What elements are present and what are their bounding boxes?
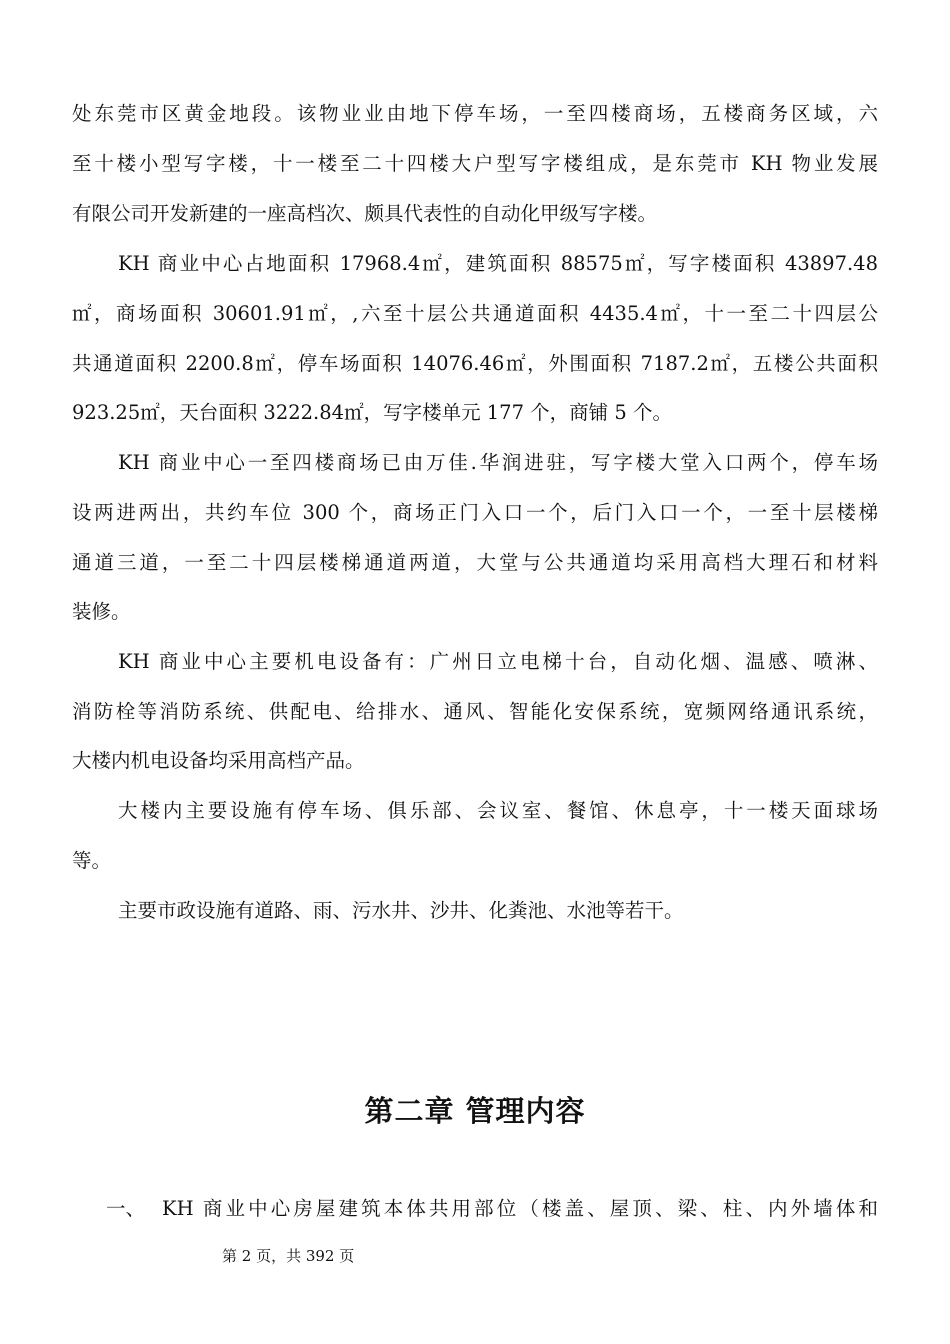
paragraph-line: KH 商业中心占地面积 17968.4㎡，建筑面积 88575㎡，写字楼面积 43897.48 — [118, 252, 878, 275]
chapter-heading: 第二章 管理内容 — [364, 1094, 586, 1128]
paragraph-line: 主要市政设施有道路、雨、污水井、沙井、化粪池、水池等若干。 — [118, 899, 684, 922]
paragraph-line: 至十楼小型写字楼，十一楼至二十四楼大户型写字楼组成，是东莞市 KH 物业发展 — [72, 152, 878, 175]
paragraph-line: 共通道面积 2200.8㎡，停车场面积 14076.46㎡，外围面积 7187.2㎡，五楼公共面积 — [72, 352, 878, 375]
paragraph-line: 装修。 — [72, 600, 131, 623]
paragraph-line: 923.25㎡，天台面积 3222.84㎡，写字楼单元 177 个，商铺 5 个。 — [72, 401, 672, 424]
paragraph-line: 处东莞市区黄金地段。该物业业由地下停车场，一至四楼商场，五楼商务区域，六 — [72, 102, 878, 125]
paragraph-line: ㎡，商场面积 30601.91㎡，,六至十层公共通道面积 4435.4㎡，十一至二十四层公 — [72, 302, 878, 325]
paragraph-line: 通道三道，一至二十四层楼梯通道两道，大堂与公共通道均采用高档大理石和材料 — [72, 551, 878, 574]
paragraph-line: 大楼内主要设施有停车场、俱乐部、会议室、餐馆、休息亭，十一楼天面球场 — [118, 799, 878, 822]
paragraph-line: 有限公司开发新建的一座高档次、颇具代表性的自动化甲级写字楼。 — [72, 202, 658, 225]
paragraph-line: KH 商业中心一至四楼商场已由万佳.华润进驻，写字楼大堂入口两个，停车场 — [118, 451, 878, 474]
list-item-text: KH 商业中心房屋建筑本体共用部位（楼盖、屋顶、梁、柱、内外墙体和 — [162, 1197, 878, 1220]
list-item-number: 一、 — [106, 1197, 146, 1220]
paragraph-line: 等。 — [72, 849, 112, 872]
page-footer: 第 2 页，共 392 页 — [222, 1247, 355, 1265]
paragraph-line: 消防栓等消防系统、供配电、给排水、通风、智能化安保系统，宽频网络通讯系统， — [72, 700, 878, 723]
paragraph-line: 大楼内机电设备均采用高档产品。 — [72, 749, 365, 772]
paragraph-line: KH 商业中心主要机电设备有：广州日立电梯十台，自动化烟、温感、喷淋、 — [118, 650, 878, 673]
paragraph-line: 设两进两出，共约车位 300 个，商场正门入口一个，后门入口一个，一至十层楼梯 — [72, 501, 878, 524]
